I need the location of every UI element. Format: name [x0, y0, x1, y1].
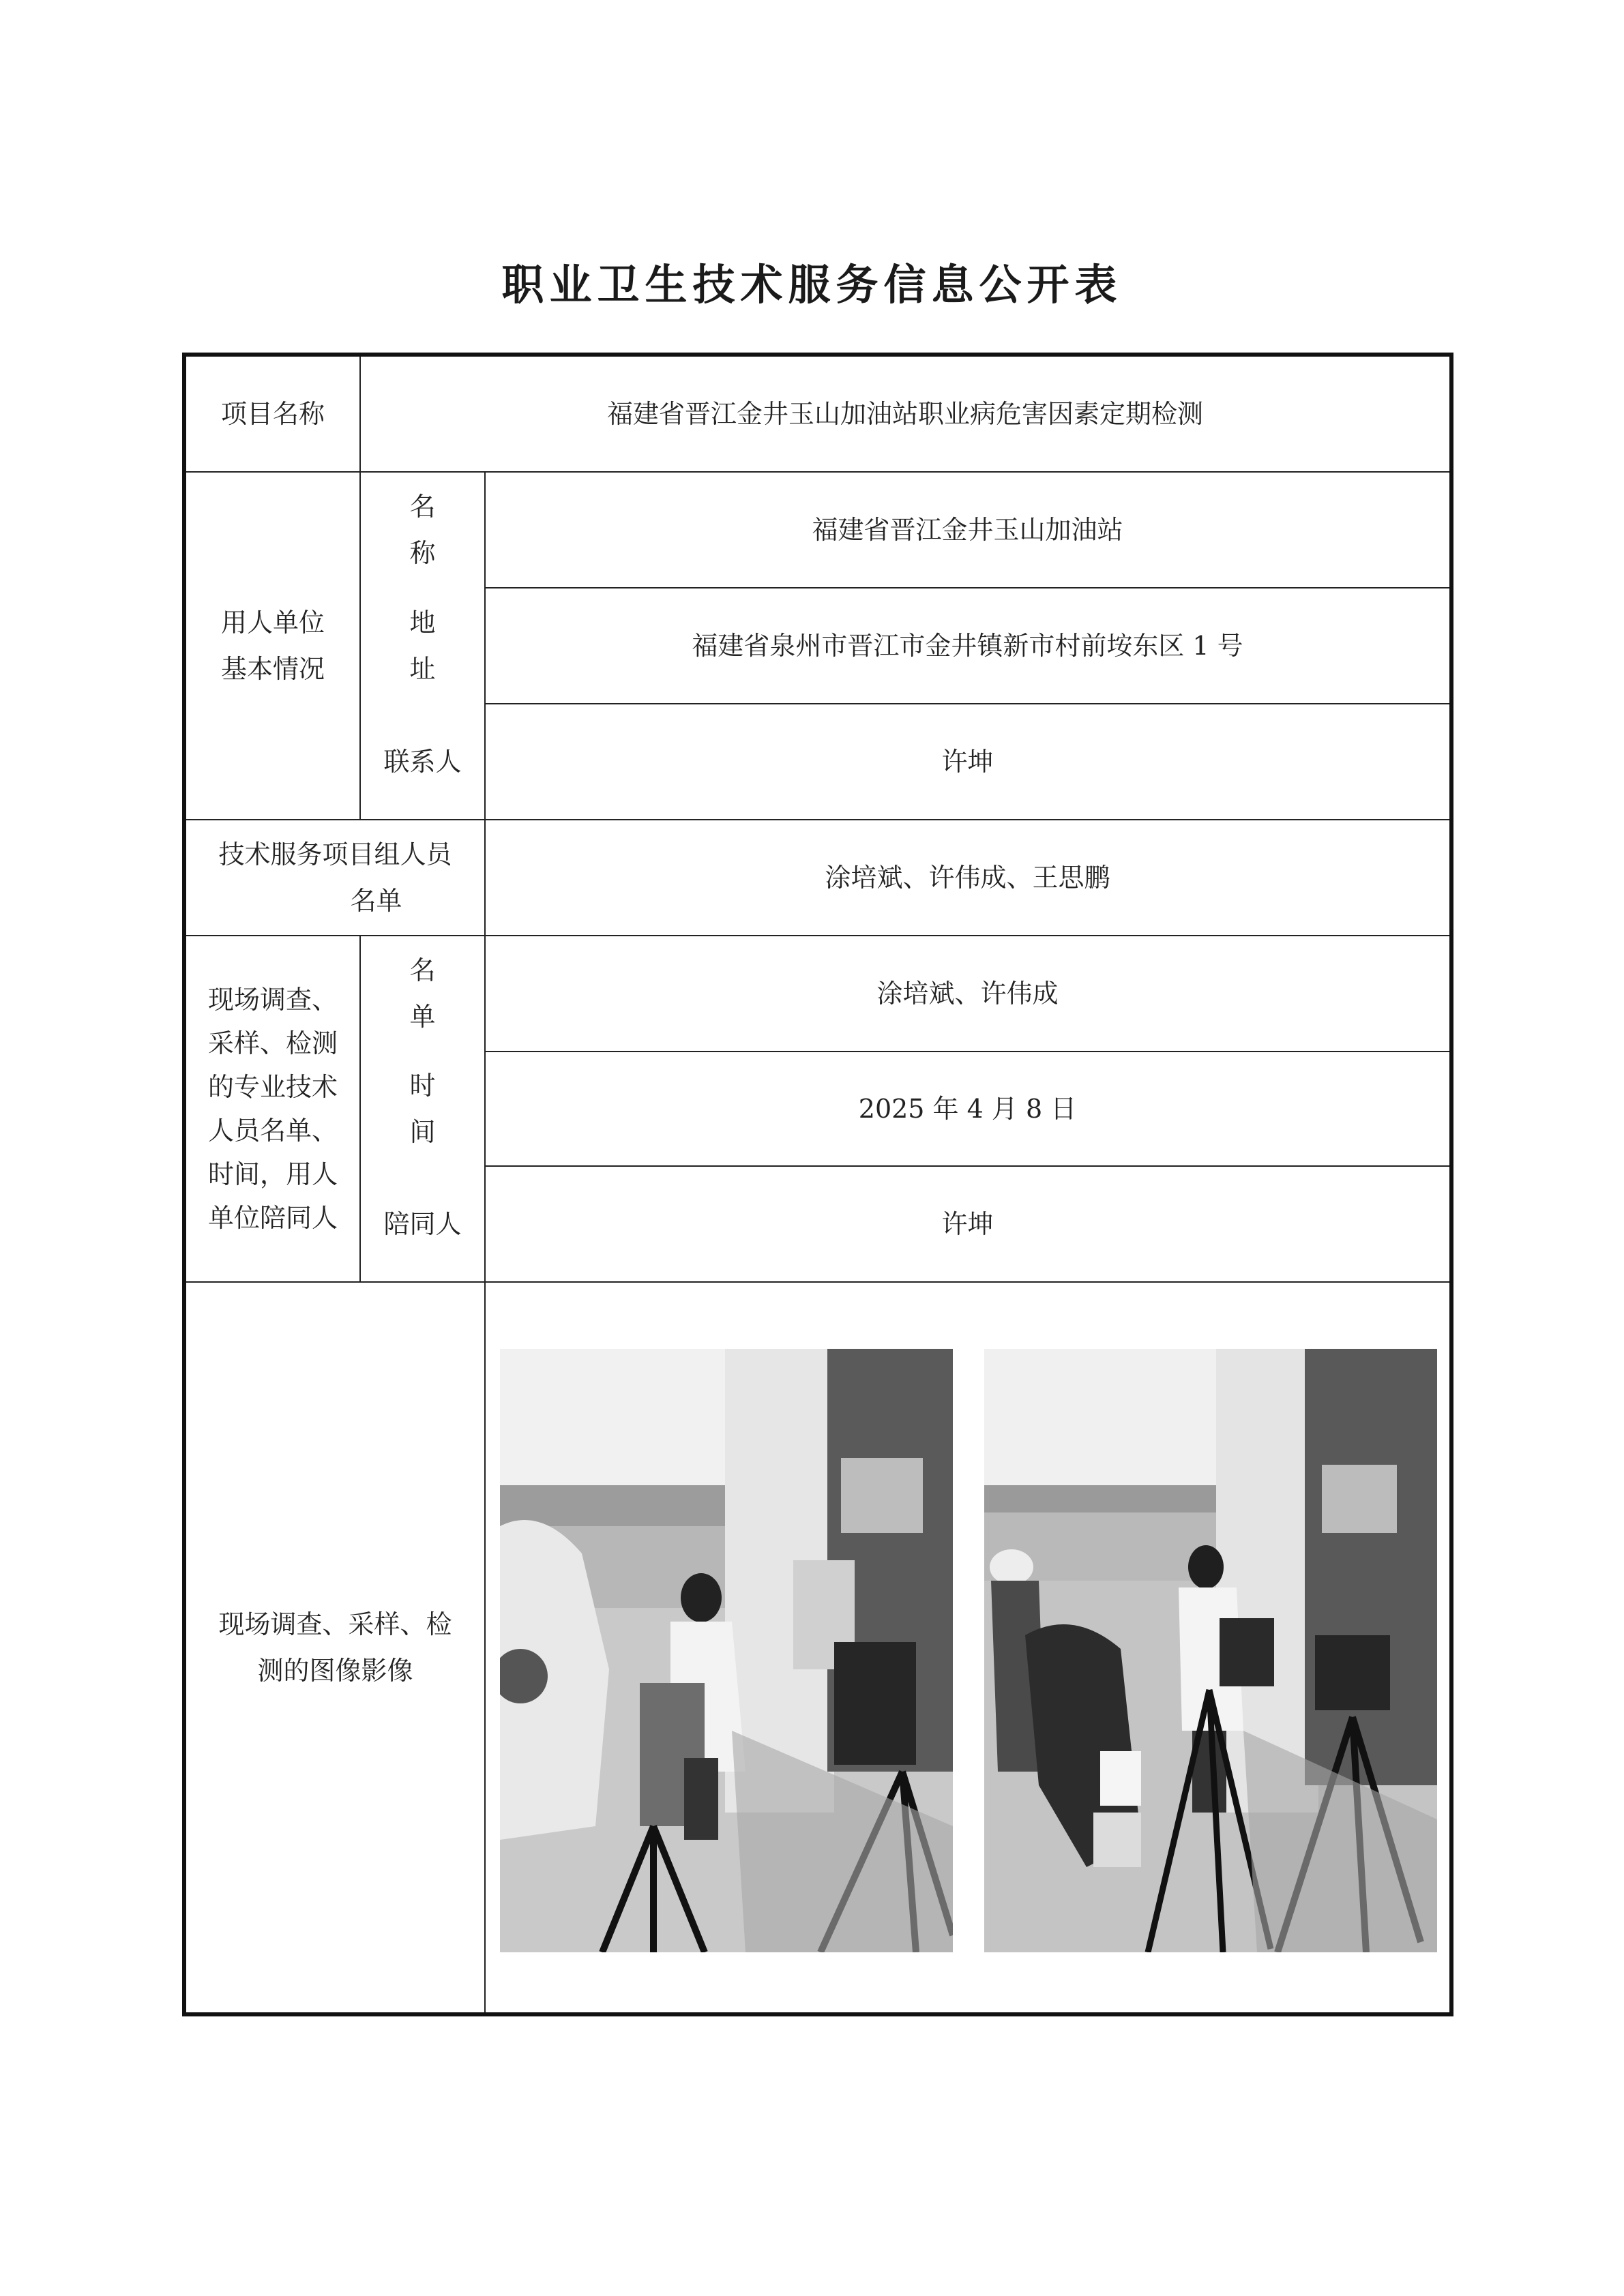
images-label-line: 测的图像影像	[257, 1656, 413, 1686]
team-label-line: 名单	[350, 886, 402, 916]
onsite-label-line: 现场调查、	[207, 985, 338, 1015]
team-label-line: 技术服务项目组人员	[218, 839, 452, 869]
onsite-companion-value: 许坤	[941, 1209, 994, 1239]
onsite-label-line: 时间，用人	[207, 1159, 338, 1189]
employer-contact-label: 联系人	[383, 747, 462, 777]
onsite-label-line: 采样、检测	[207, 1028, 338, 1058]
photo-gas-station-sampling-1-icon	[500, 1349, 953, 1952]
team-value: 涂培斌、许伟成、王思鹏	[825, 863, 1110, 893]
onsite-time-value: 2025 年 4 月 8 日	[858, 1094, 1077, 1124]
col-divider	[484, 1281, 486, 2012]
employer-label-line: 基本情况	[220, 654, 325, 684]
team-label	[186, 820, 484, 935]
employer-address-label: 地 址	[409, 608, 471, 684]
project-name-value: 福建省晋江金井玉山加油站职业病危害因素定期检测	[606, 399, 1203, 429]
onsite-time-label: 时 间	[409, 1071, 471, 1147]
photo-gas-station-sampling-2-icon	[984, 1349, 1437, 1952]
onsite-label	[186, 936, 359, 1281]
images-label	[186, 1283, 484, 2012]
sampling-photo-1	[500, 1349, 953, 1952]
employer-label	[186, 473, 359, 819]
onsite-staff-label: 名 单	[409, 955, 471, 1032]
images-label-line: 现场调查、采样、检	[218, 1609, 452, 1639]
onsite-staff-value: 涂培斌、许伟成	[876, 979, 1059, 1009]
employer-contact-value: 许坤	[941, 747, 994, 777]
employer-address-value: 福建省泉州市晋江市金井镇新市村前垵东区 1 号	[692, 631, 1243, 661]
onsite-label-line: 的专业技术	[207, 1072, 338, 1102]
info-table	[182, 353, 1453, 2016]
onsite-label-line: 单位陪同人	[207, 1203, 338, 1233]
onsite-companion-label: 陪同人	[383, 1209, 462, 1239]
employer-label-line: 用人单位	[220, 608, 325, 638]
onsite-label-line: 人员名单、	[207, 1116, 338, 1146]
employer-name-value: 福建省晋江金井玉山加油站	[812, 515, 1123, 545]
sampling-photo-2	[984, 1349, 1437, 1952]
project-name-label: 项目名称	[220, 399, 325, 429]
page-title: 职业卫生技术服务信息公开表	[501, 260, 1123, 310]
employer-name-label: 名 称	[409, 492, 471, 568]
